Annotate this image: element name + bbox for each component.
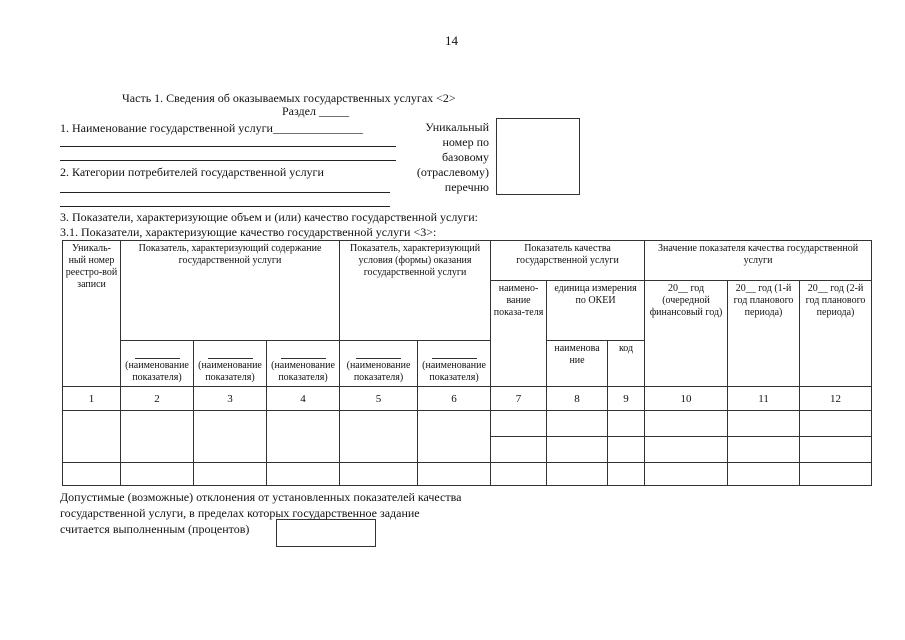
header-unique-record-number: Уникаль-ный номер реестро-вой записи	[63, 241, 121, 387]
header-indicator-name: наимено-вание показа-теля	[491, 281, 547, 387]
table-cell[interactable]	[547, 437, 608, 463]
table-cell[interactable]	[63, 411, 121, 463]
table-cell[interactable]	[267, 463, 340, 486]
column-number-1: 1	[63, 387, 121, 411]
deviation-text-line-3: считается выполненным (процентов)	[60, 522, 250, 536]
consumer-categories-label: 2. Категории потребителей государственной услуги	[60, 165, 324, 179]
table-cell[interactable]	[800, 411, 872, 437]
table-cell[interactable]	[418, 463, 491, 486]
unique-number-label: Уникальный номер по базовому (отраслевому) перечню	[416, 120, 489, 194]
header-indicator-name-3: (наименование показателя)	[194, 341, 267, 387]
column-number-8: 8	[547, 387, 608, 411]
table-cell[interactable]	[645, 437, 728, 463]
header-indicator-name-6: (наименование показателя)	[418, 341, 491, 387]
column-number-3: 3	[194, 387, 267, 411]
table-cell[interactable]	[63, 463, 121, 486]
header-unit-code: код	[608, 341, 645, 387]
table-cell[interactable]	[608, 463, 645, 486]
table-cell[interactable]	[800, 437, 872, 463]
table-cell[interactable]	[121, 463, 194, 486]
table-cell[interactable]	[340, 411, 418, 463]
service-name-label: 1. Наименование государственной услуги_______________	[60, 121, 363, 135]
table-cell[interactable]	[608, 437, 645, 463]
header-indicator-name-5: (наименование показателя)	[340, 341, 418, 387]
header-year-plan-1: 20__ год (1-й год планового периода)	[728, 281, 800, 387]
column-number-5: 5	[340, 387, 418, 411]
service-name-line[interactable]	[60, 146, 396, 147]
deviation-percent-input-box[interactable]	[276, 519, 376, 547]
service-name-line-2[interactable]	[60, 160, 396, 161]
table-cell[interactable]	[340, 463, 418, 486]
header-indicator-name-4: (наименование показателя)	[267, 341, 340, 387]
table-cell[interactable]	[491, 463, 547, 486]
column-number-6: 6	[418, 387, 491, 411]
header-year-current: 20__ год (очередной финансовый год)	[645, 281, 728, 387]
column-number-2: 2	[121, 387, 194, 411]
unique-number-input-box[interactable]	[496, 118, 580, 195]
header-quality-indicator: Показатель качества государственной услуги	[491, 241, 645, 281]
table-cell[interactable]	[645, 463, 728, 486]
table-cell[interactable]	[645, 411, 728, 437]
table-cell[interactable]	[728, 437, 800, 463]
table-cell[interactable]	[194, 411, 267, 463]
header-content-indicator: Показатель, характеризующий содержание государственной услуги	[121, 241, 340, 341]
column-number-12: 12	[800, 387, 872, 411]
header-conditions-indicator: Показатель, характеризующий условия (формы) оказания государственной услуги	[340, 241, 491, 341]
header-quality-value: Значение показателя качества государственной услуги	[645, 241, 872, 281]
header-year-plan-2: 20__ год (2-й год планового периода)	[800, 281, 872, 387]
header-okei-unit: единица измерения по ОКЕИ	[547, 281, 645, 341]
table-cell[interactable]	[418, 411, 491, 463]
table-cell[interactable]	[728, 411, 800, 437]
table-cell[interactable]	[800, 463, 872, 486]
header-unit-name: наименова ние	[547, 341, 608, 387]
table-cell[interactable]	[728, 463, 800, 486]
header-indicator-name-2: (наименование показателя)	[121, 341, 194, 387]
table-cell[interactable]	[491, 411, 547, 437]
table-cell[interactable]	[491, 437, 547, 463]
table-cell[interactable]	[194, 463, 267, 486]
column-number-7: 7	[491, 387, 547, 411]
table-cell[interactable]	[267, 411, 340, 463]
table-cell[interactable]	[121, 411, 194, 463]
page-number: 14	[445, 33, 458, 48]
part-title: Часть 1. Сведения об оказываемых государственных услугах <2>	[122, 91, 456, 105]
consumer-categories-line-2[interactable]	[60, 206, 390, 207]
section-label: Раздел _____	[282, 104, 349, 118]
table-cell[interactable]	[608, 411, 645, 437]
deviation-text-line-2: государственной услуги, в пределах которых государственное задание	[60, 506, 420, 520]
column-number-9: 9	[608, 387, 645, 411]
quality-indicators-subheading: 3.1. Показатели, характеризующие качество государственной услуги <3>:	[60, 225, 437, 239]
column-number-4: 4	[267, 387, 340, 411]
deviation-text-line-1: Допустимые (возможные) отклонения от установленных показателей качества	[60, 490, 462, 504]
column-number-10: 10	[645, 387, 728, 411]
table-cell[interactable]	[547, 463, 608, 486]
table-cell[interactable]	[547, 411, 608, 437]
quality-indicators-table	[62, 240, 872, 486]
consumer-categories-line[interactable]	[60, 192, 390, 193]
indicators-heading: 3. Показатели, характеризующие объем и (или) качество государственной услуги:	[60, 210, 478, 224]
column-number-11: 11	[728, 387, 800, 411]
